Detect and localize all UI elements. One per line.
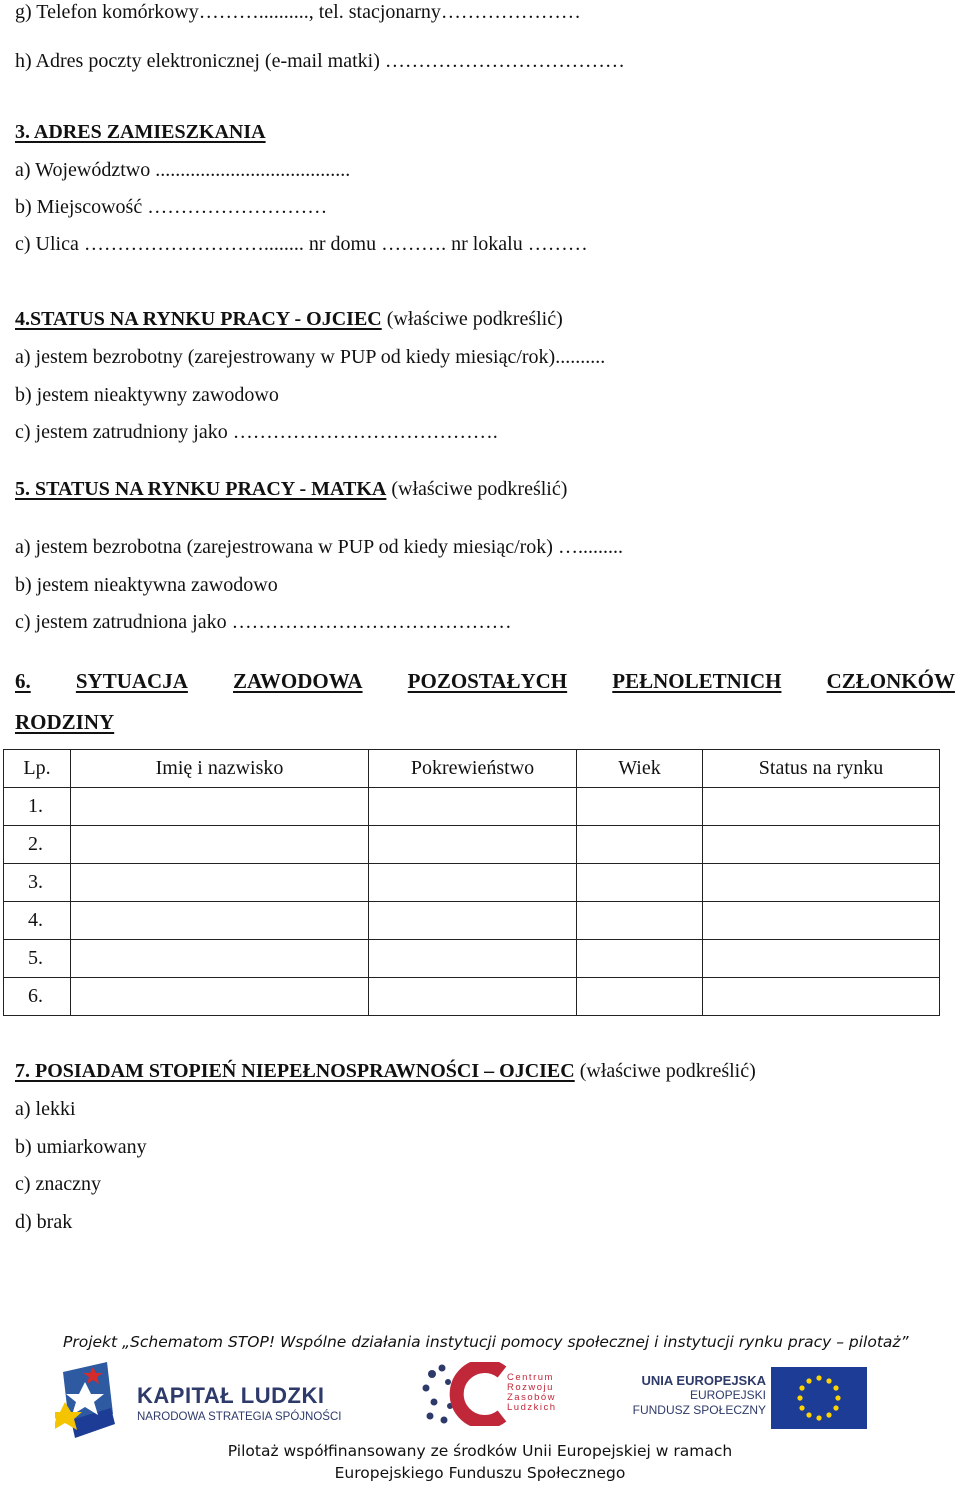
crzl-line: Centrum [507,1372,554,1383]
section-5-heading [15,477,567,501]
section-5-note: (właściwe podkreślić) [386,478,568,500]
header-status: Status na rynku [703,750,940,788]
mother-option-c: c) jestem zatrudniona jako …………………………………… [15,611,512,633]
status-cell[interactable] [703,788,940,826]
phone-field-line: g) Telefon komórkowy……….........., tel. stacjonarny………………… [15,1,581,23]
age-cell[interactable] [577,978,703,1016]
age-cell[interactable] [577,940,703,978]
town-field-line: b) Miejscowość ……………………… [15,196,328,218]
father-option-b: b) jestem nieaktywny zawodowo [15,384,279,406]
row-number: 6. [4,978,71,1016]
age-cell[interactable] [577,902,703,940]
row-number: 2. [4,826,71,864]
row-number: 4. [4,902,71,940]
name-cell[interactable] [71,788,369,826]
row-number: 3. [4,864,71,902]
relation-cell[interactable] [369,902,577,940]
kapital-ludzki-subtitle: NARODOWA STRATEGIA SPÓJNOŚCI [137,1411,342,1423]
age-cell[interactable] [577,788,703,826]
eu-flag-icon [771,1367,867,1429]
disability-option-c: c) znaczny [15,1173,102,1195]
age-cell[interactable] [577,864,703,902]
table-row [4,864,940,902]
name-cell[interactable] [71,826,369,864]
cofinancing-note [180,1440,780,1484]
crzl-text [507,1373,557,1413]
disability-option-a: a) lekki [15,1098,76,1120]
kapital-ludzki-text [137,1383,341,1423]
section-6-word: 6. [15,669,31,693]
disability-option-b: b) umiarkowany [15,1136,147,1158]
name-cell[interactable] [71,902,369,940]
cofinancing-line-2: Europejskiego Funduszu Społecznego [334,1464,626,1482]
section-3-title: 3. ADRES ZAMIESZKANIA [15,121,266,143]
table-row [4,788,940,826]
section-7-heading [15,1059,756,1083]
kapital-ludzki-title: KAPITAŁ LUDZKI [137,1383,325,1408]
name-cell[interactable] [71,978,369,1016]
relation-cell[interactable] [369,864,577,902]
table-header-row [4,750,940,788]
name-cell[interactable] [71,940,369,978]
section-6-word: PEŁNOLETNICH [612,669,782,693]
section-7-note: (właściwe podkreślić) [574,1060,756,1082]
eu-text [630,1373,766,1418]
section-6-title [15,668,955,694]
crzl-line: Ludzkich [507,1402,557,1413]
status-cell[interactable] [703,978,940,1016]
section-4-heading [15,307,563,331]
relation-cell[interactable] [369,940,577,978]
status-cell[interactable] [703,826,940,864]
mother-option-b: b) jestem nieaktywna zawodowo [15,574,278,596]
section-5-title: 5. STATUS NA RYNKU PRACY - MATKA [15,478,387,500]
status-cell[interactable] [703,864,940,902]
section-6-word: CZŁONKÓW [826,669,955,693]
crzl-line: Zasobów [507,1392,557,1403]
father-option-a: a) jestem bezrobotny (zarejestrowany w PUP od kiedy miesiąc/rok).......... [15,346,606,368]
header-relation: Pokrewieństwo [369,750,577,788]
status-cell[interactable] [703,940,940,978]
family-table [3,749,940,1016]
age-cell[interactable] [577,826,703,864]
section-6-word: POZOSTAŁYCH [407,669,568,693]
section-4-title: 4.STATUS NA RYNKU PRACY - OJCIEC [15,308,382,330]
section-6-title-line2: RODZINY [15,710,115,734]
mother-option-a: a) jestem bezrobotna (zarejestrowana w PUP od kiedy miesiąc/rok) …......... [15,536,623,558]
table-row [4,902,940,940]
status-cell[interactable] [703,902,940,940]
table-row [4,940,940,978]
eu-subtitle-2: FUNDUSZ SPOŁECZNY [632,1403,766,1417]
section-6-word: ZAWODOWA [233,669,363,693]
project-title: Projekt „Schematom STOP! Wspólne działania instytucji pomocy społecznej i instytucji rynku pracy – pilotaż” [63,1333,909,1351]
row-number: 1. [4,788,71,826]
eu-subtitle-1: EUROPEJSKI [689,1388,766,1402]
row-number: 5. [4,940,71,978]
relation-cell[interactable] [369,826,577,864]
crzl-line: Rozwoju [507,1382,554,1393]
relation-cell[interactable] [369,978,577,1016]
name-cell[interactable] [71,864,369,902]
section-6-word: SYTUACJA [75,669,188,693]
relation-cell[interactable] [369,788,577,826]
section-7-title: 7. POSIADAM STOPIEŃ NIEPEŁNOSPRAWNOŚCI – OJCIEC [15,1060,575,1082]
street-field-line: c) Ulica ………………………........ nr domu ………. nr lokalu ……… [15,233,588,255]
header-name: Imię i nazwisko [71,750,369,788]
table-row [4,826,940,864]
cofinancing-line-1: Pilotaż współfinansowany ze środków Unii Europejskiej w ramach [227,1442,733,1460]
crzl-logo-icon [420,1362,510,1426]
header-lp: Lp. [4,750,71,788]
header-age: Wiek [577,750,703,788]
father-option-c: c) jestem zatrudniony jako …………………………………. [15,421,498,443]
email-field-line: h) Adres poczty elektronicznej (e-mail matki) ……………………………… [15,50,625,72]
section-4-note: (właściwe podkreślić) [381,308,563,330]
table-row [4,978,940,1016]
eu-title: UNIA EUROPEJSKA [641,1373,766,1388]
voivodeship-field-line: a) Województwo ....................................... [15,159,351,181]
disability-option-d: d) brak [15,1211,73,1233]
kapital-ludzki-logo-icon [55,1362,135,1442]
